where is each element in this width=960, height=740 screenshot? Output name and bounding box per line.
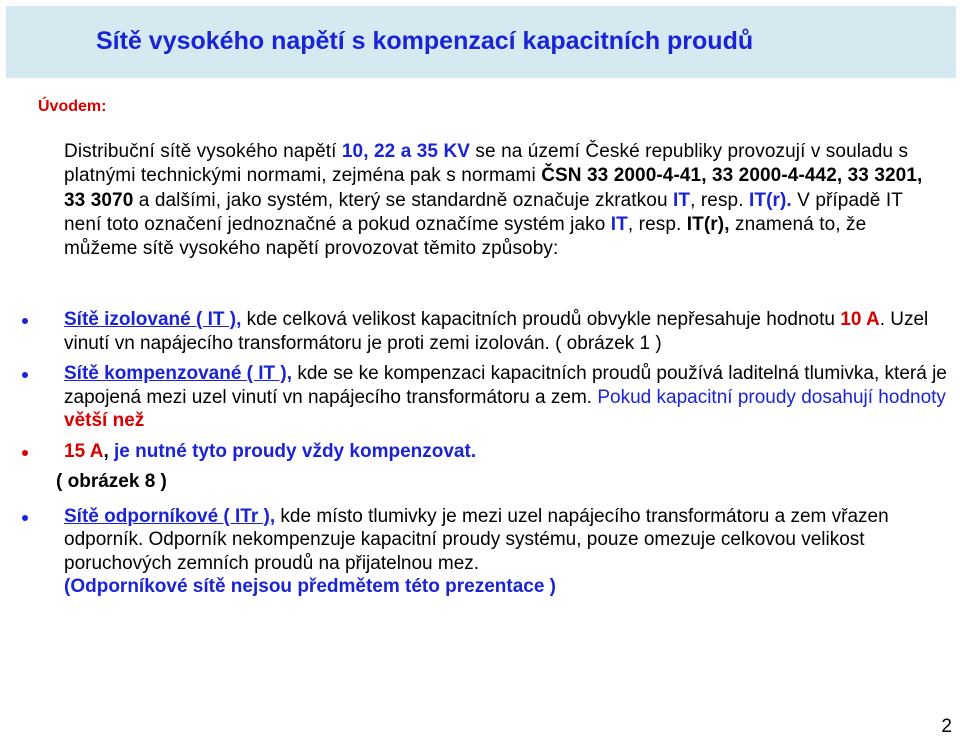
text-run: se na území České republiky provozují v souladu s platnými technickými normami, zejména pak s normami — [64, 141, 909, 187]
system-code: IT(r), — [686, 213, 730, 235]
text-run: kde místo tlumivky je mezi uzel napájecího transformátoru a zem vřazen odporník. Odporník nekompenzuje kapacitní proudy systému, pouze omezuje celkovou velikost poruchových zemních proudů na přijatelnou mez. — [64, 505, 889, 574]
bullet-dot — [22, 450, 28, 456]
current-value: 10 A — [840, 309, 880, 330]
system-code: IT — [610, 213, 628, 235]
voltage-values: 10, 22 a 35 KV — [341, 141, 471, 162]
text-run: V případě IT není toto označení jednoznačné a pokud označíme systém jako — [64, 189, 903, 235]
bullet-dot — [22, 515, 28, 521]
text-run: , resp. — [690, 189, 749, 211]
text-run: kde celková velikost kapacitních proudů obvykle nepřesahuje hodnotu — [241, 309, 841, 330]
norm-references: ČSN 33 2000-4-41, 33 2000-4-442, 33 3201, 33 3070 — [64, 165, 923, 211]
text-run: je nutné tyto proudy vždy kompenzovat. — [108, 440, 477, 462]
text-run: kde se ke kompenzaci kapacitních proudů používá laditelná tlumivka, která je zapojená mezi uzel vinutí vn napájecího transformátoru a zem. — [64, 363, 947, 408]
system-code: IT(r). — [748, 189, 792, 211]
text-run: znamená to, že můžeme sítě vysokého napětí provozovat těmito způsoby: — [64, 213, 867, 260]
text-run: (Odporníkové sítě nejsou předmětem této prezentace ) — [64, 576, 556, 597]
current-value: 15 A — [64, 440, 104, 462]
list-item — [22, 470, 952, 494]
text-run: , — [103, 440, 109, 462]
threshold-text: větší než — [64, 410, 145, 431]
list-item — [22, 440, 952, 464]
slide-title: Sítě vysokého napětí s kompenzací kapacitních proudů — [96, 27, 754, 55]
resistor-networks-link[interactable]: Sítě odporníkové ( ITr ), — [64, 505, 276, 527]
isolated-networks-link[interactable]: Sítě izolované ( IT ), — [64, 309, 242, 330]
figure-reference: ( obrázek 8 ) — [56, 471, 167, 492]
bullet-dot — [22, 372, 28, 378]
text-run: a dalšími, jako systém, který se standardně označuje zkratkou — [133, 189, 673, 211]
text-run: Distribuční sítě vysokého napětí — [64, 141, 342, 162]
list-item — [22, 505, 952, 599]
bullet-dot — [22, 318, 28, 324]
page-number: 2 — [941, 716, 952, 737]
text-run: Pokud kapacitní proudy dosahují hodnoty — [597, 386, 946, 408]
text-run: . Uzel vinutí vn napájecího transformátoru je proti zemi izolován. ( obrázek 1 ) — [64, 309, 929, 354]
list-item — [22, 308, 952, 355]
list-item — [22, 362, 952, 433]
bullet-list — [22, 308, 952, 606]
compensated-networks-link[interactable]: Sítě kompenzované ( IT ), — [64, 363, 293, 384]
intro-paragraph — [64, 140, 944, 261]
text-run: , resp. — [627, 213, 687, 235]
intro-label: Úvodem: — [38, 98, 107, 115]
system-code: IT — [673, 189, 691, 211]
